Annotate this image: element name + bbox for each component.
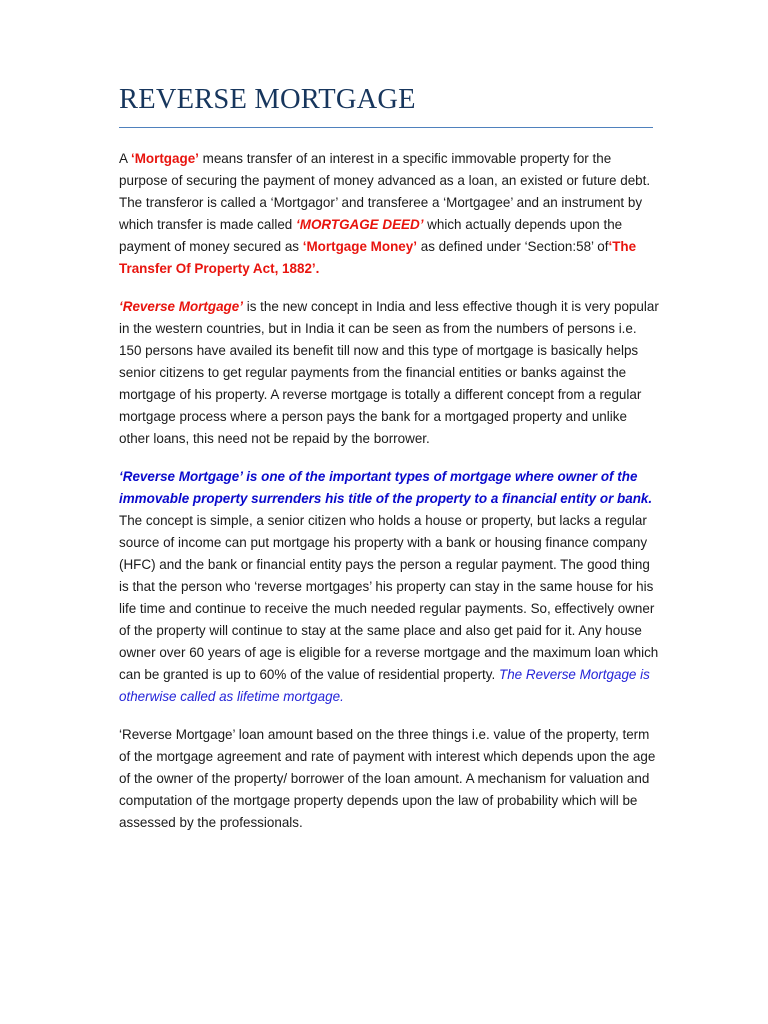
document-body [119, 148, 659, 850]
title-divider [119, 127, 653, 128]
paragraph-loan-amount [119, 724, 659, 834]
text-segment: The concept is simple, a senior citizen who holds a house or property, but lacks a regular source of income can put mortgage his property with a bank or housing finance company (HFC) and the bank or financial entity pays the person a regular payment. The good thing is that the person who ‘reverse mortgages’ his property can stay in the same house for his life time and continue to receive the much needed regular payments. So, effectively owner of the property will continue to stay at the same place and also get paid for it. Any house owner over 60 years of age is eligible for a reverse mortgage and the maximum loan which can be granted is up to 60% of the value of residential property. [119, 513, 659, 682]
term-property-act: ‘The Transfer Of Property Act, 1882’. [119, 239, 637, 276]
text-segment: is the new concept in India and less effective though it is very popular in the western countries, but in India it can be seen as from the numbers of persons i.e. 150 persons have availed its benefit till now and this type of mortgage is basically helps senior citizens to get regular payments from the financial entities or banks against the mortgage of his property. A reverse mortgage is totally a different concept from a regular mortgage process where a person pays the bank for a mortgaged property and unlike other loans, this need not be repaid by the borrower. [119, 299, 659, 446]
page-title: REVERSE MORTGAGE [119, 84, 416, 115]
emphasis-definition: ‘Reverse Mortgage’ is one of the important types of mortgage where owner of the immovable property surrenders his title of the property to a financial entity or bank. [119, 469, 653, 506]
text-segment: A [119, 151, 131, 166]
paragraph-definition [119, 148, 659, 280]
note-lifetime-mortgage: The Reverse Mortgage is otherwise called as lifetime mortgage. [119, 667, 650, 704]
text-segment: as defined under ‘Section:58’ of [416, 239, 609, 254]
term-mortgage-money: ‘Mortgage Money’ [302, 239, 417, 254]
text-segment: which actually depends upon the payment of money secured as [119, 217, 623, 254]
paragraph-types [119, 466, 659, 708]
term-mortgage: ‘Mortgage’ [130, 151, 199, 166]
term-mortgage-deed: ‘MORTGAGE DEED’ [296, 217, 424, 232]
text-segment: ‘Reverse Mortgage’ loan amount based on the three things i.e. value of the property, term of the mortgage agreement and rate of payment with interest which depends upon the age of the owner of the property/ borrower of the loan amount. A mechanism for valuation and computation of the mortgage property depends upon the law of probability which will be assessed by the professionals. [119, 727, 656, 830]
paragraph-concept [119, 296, 659, 450]
text-segment: means transfer of an interest in a specific immovable property for the purpose of securing the payment of money advanced as a loan, an existed or future debt. The transferor is called a ‘Mortgagor’ and transferee a ‘Mortgagee’ and an instrument by which transfer is made called [119, 151, 651, 232]
term-reverse-mortgage: ‘Reverse Mortgage’ [119, 299, 243, 314]
